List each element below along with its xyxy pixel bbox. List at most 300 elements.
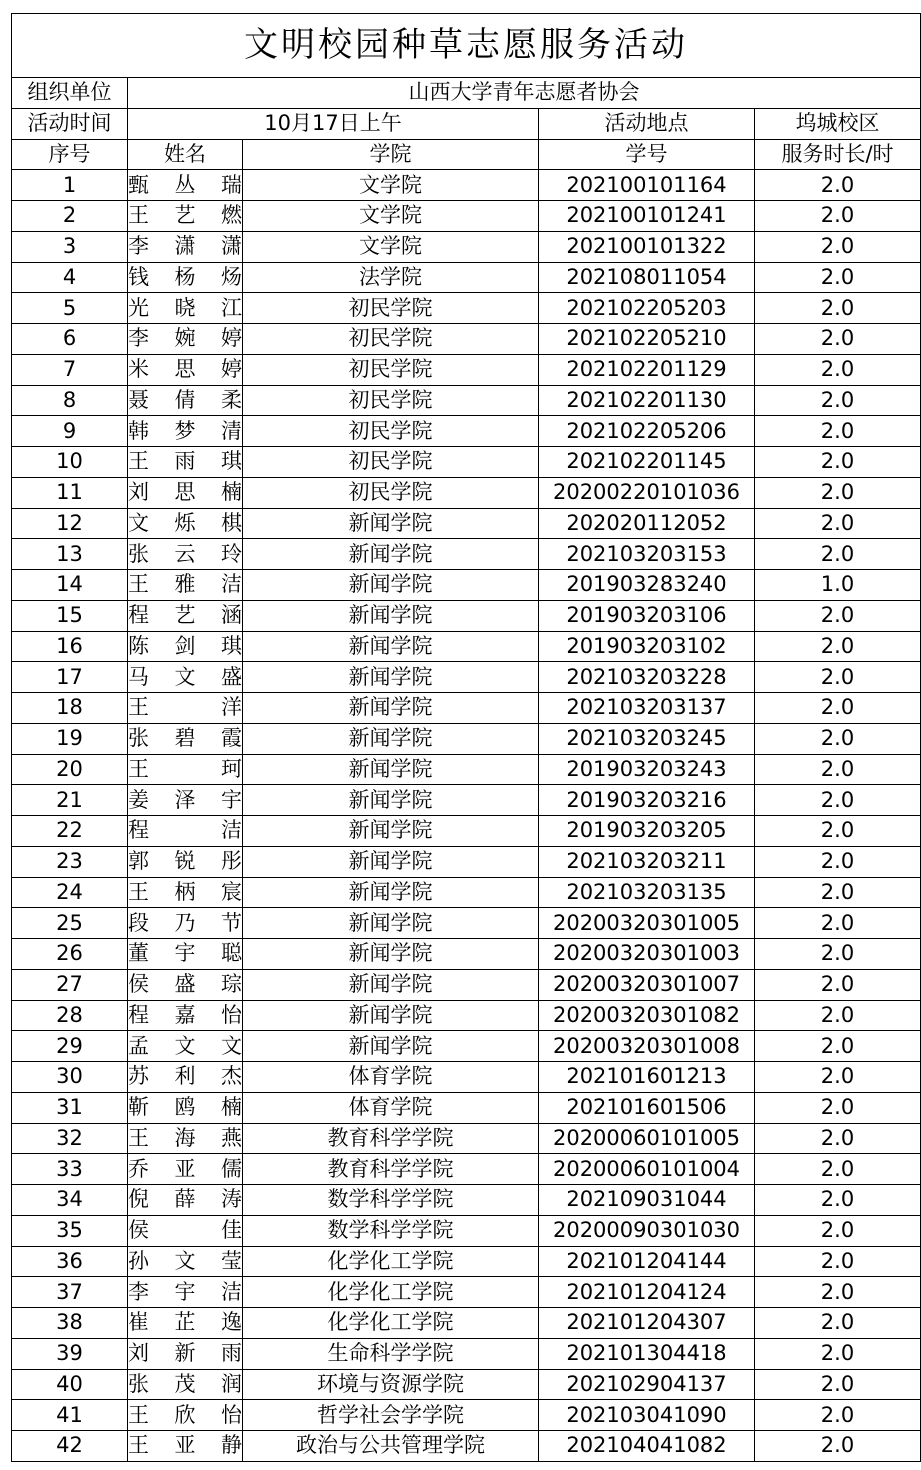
table-row (12, 1246, 921, 1277)
volunteer-name-text: 苏利杰 (128, 1064, 242, 1089)
student-id: 202102201129 (539, 354, 755, 385)
table-row (12, 969, 921, 1000)
student-id: 20200090301030 (539, 1215, 755, 1246)
row-number: 15 (12, 600, 128, 631)
student-id: 20200320301003 (539, 939, 755, 970)
row-number: 3 (12, 231, 128, 262)
service-hours: 2.0 (755, 170, 921, 201)
volunteer-name-text: 聂倩柔 (128, 387, 242, 412)
student-id: 202108011054 (539, 262, 755, 293)
volunteer-name-text: 文烁棋 (128, 510, 242, 535)
table-row (12, 324, 921, 355)
row-number: 18 (12, 693, 128, 724)
volunteer-name (128, 324, 243, 355)
volunteer-name-text: 董宇聪 (128, 941, 242, 966)
student-id: 20200320301007 (539, 969, 755, 1000)
volunteer-name (128, 816, 243, 847)
table-row (12, 1000, 921, 1031)
volunteer-name (128, 1062, 243, 1093)
volunteer-name-text: 光晓江 (128, 295, 242, 320)
row-number: 14 (12, 570, 128, 601)
row-number: 34 (12, 1185, 128, 1216)
college-name: 新闻学院 (243, 816, 539, 847)
table-row (12, 1185, 921, 1216)
service-hours: 2.0 (755, 324, 921, 355)
table-row (12, 631, 921, 662)
organizer-label: 组织单位 (12, 78, 128, 109)
service-hours: 2.0 (755, 539, 921, 570)
row-number: 21 (12, 785, 128, 816)
table-row (12, 170, 921, 201)
table-row (12, 508, 921, 539)
row-number: 23 (12, 846, 128, 877)
volunteer-name (128, 231, 243, 262)
row-number: 12 (12, 508, 128, 539)
service-hours: 2.0 (755, 1215, 921, 1246)
volunteer-name (128, 416, 243, 447)
student-id: 202102205206 (539, 416, 755, 447)
college-name: 体育学院 (243, 1092, 539, 1123)
volunteer-name (128, 1154, 243, 1185)
table-row (12, 1154, 921, 1185)
service-hours: 2.0 (755, 693, 921, 724)
volunteer-name (128, 570, 243, 601)
college-name: 化学化工学院 (243, 1277, 539, 1308)
student-id: 201903203205 (539, 816, 755, 847)
college-name: 初民学院 (243, 385, 539, 416)
volunteer-name (128, 1369, 243, 1400)
service-hours: 2.0 (755, 1092, 921, 1123)
page-title: 文明校园种草志愿服务活动 (12, 14, 921, 78)
volunteer-name (128, 1185, 243, 1216)
college-name: 哲学社会学学院 (243, 1400, 539, 1431)
service-hours: 2.0 (755, 816, 921, 847)
organizer-value: 山西大学青年志愿者协会 (128, 78, 921, 109)
header-college: 学院 (243, 139, 539, 170)
volunteer-name-text: 李婉婷 (128, 326, 242, 351)
volunteer-name-text: 马文盛 (128, 664, 242, 689)
college-name: 文学院 (243, 201, 539, 232)
row-number: 25 (12, 908, 128, 939)
service-hours: 2.0 (755, 1031, 921, 1062)
volunteer-name (128, 1031, 243, 1062)
row-number: 19 (12, 723, 128, 754)
row-number: 42 (12, 1431, 128, 1462)
student-id: 202101601506 (539, 1092, 755, 1123)
volunteer-name-text: 米思婷 (128, 357, 242, 382)
volunteer-roster-table (11, 13, 921, 1462)
table-row (12, 1062, 921, 1093)
student-id: 202103203228 (539, 662, 755, 693)
volunteer-name (128, 877, 243, 908)
college-name: 新闻学院 (243, 600, 539, 631)
table-row (12, 416, 921, 447)
college-name: 化学化工学院 (243, 1308, 539, 1339)
table-row (12, 723, 921, 754)
volunteer-name (128, 600, 243, 631)
college-name: 法学院 (243, 262, 539, 293)
table-row (12, 1400, 921, 1431)
college-name: 化学化工学院 (243, 1246, 539, 1277)
service-hours: 2.0 (755, 508, 921, 539)
student-id: 202103203153 (539, 539, 755, 570)
volunteer-name (128, 1308, 243, 1339)
volunteer-name-text: 崔芷逸 (128, 1310, 242, 1335)
service-hours: 2.0 (755, 1277, 921, 1308)
volunteer-name (128, 1246, 243, 1277)
volunteer-name-text: 郭锐彤 (128, 849, 242, 874)
table-row (12, 1308, 921, 1339)
volunteer-name (128, 1000, 243, 1031)
service-hours: 2.0 (755, 754, 921, 785)
student-id: 202101204124 (539, 1277, 755, 1308)
service-hours: 2.0 (755, 1000, 921, 1031)
volunteer-name (128, 723, 243, 754)
service-hours: 1.0 (755, 570, 921, 601)
volunteer-name-text: 王雨琪 (128, 449, 242, 474)
college-name: 新闻学院 (243, 631, 539, 662)
volunteer-name (128, 1338, 243, 1369)
table-row (12, 570, 921, 601)
college-name: 新闻学院 (243, 877, 539, 908)
service-hours: 2.0 (755, 201, 921, 232)
service-hours: 2.0 (755, 785, 921, 816)
service-hours: 2.0 (755, 1123, 921, 1154)
student-id: 202100101241 (539, 201, 755, 232)
table-row (12, 1431, 921, 1462)
row-number: 30 (12, 1062, 128, 1093)
college-name: 新闻学院 (243, 1031, 539, 1062)
service-hours: 2.0 (755, 1246, 921, 1277)
location-value: 坞城校区 (755, 108, 921, 139)
college-name: 初民学院 (243, 447, 539, 478)
college-name: 新闻学院 (243, 508, 539, 539)
volunteer-name-text: 王雅洁 (128, 572, 242, 597)
service-hours: 2.0 (755, 293, 921, 324)
service-hours: 2.0 (755, 1185, 921, 1216)
volunteer-name-text: 程嘉怡 (128, 1002, 242, 1027)
volunteer-name-text: 王洋 (128, 695, 242, 720)
table-row (12, 262, 921, 293)
volunteer-name (128, 785, 243, 816)
volunteer-name (128, 908, 243, 939)
student-id: 202020112052 (539, 508, 755, 539)
service-hours: 2.0 (755, 662, 921, 693)
volunteer-name (128, 1123, 243, 1154)
table-row (12, 939, 921, 970)
row-number: 39 (12, 1338, 128, 1369)
volunteer-name (128, 754, 243, 785)
row-number: 29 (12, 1031, 128, 1062)
volunteer-name (128, 631, 243, 662)
volunteer-name-text: 李宇洁 (128, 1279, 242, 1304)
volunteer-name (128, 385, 243, 416)
student-id: 201903203106 (539, 600, 755, 631)
college-name: 教育科学学院 (243, 1123, 539, 1154)
college-name: 初民学院 (243, 293, 539, 324)
volunteer-name-text: 张碧霞 (128, 726, 242, 751)
service-hours: 2.0 (755, 1400, 921, 1431)
college-name: 新闻学院 (243, 908, 539, 939)
student-id: 202100101322 (539, 231, 755, 262)
table-row (12, 1123, 921, 1154)
table-row (12, 293, 921, 324)
volunteer-name (128, 693, 243, 724)
time-value: 10月17日上午 (128, 108, 539, 139)
student-id: 202103041090 (539, 1400, 755, 1431)
service-hours: 2.0 (755, 416, 921, 447)
service-hours: 2.0 (755, 385, 921, 416)
row-number: 36 (12, 1246, 128, 1277)
volunteer-name (128, 539, 243, 570)
volunteer-name-text: 王柄宸 (128, 879, 242, 904)
time-location-row (12, 108, 921, 139)
volunteer-name-text: 孟文文 (128, 1033, 242, 1058)
student-id: 20200220101036 (539, 477, 755, 508)
student-id: 202103203135 (539, 877, 755, 908)
volunteer-name-text: 倪薛涛 (128, 1187, 242, 1212)
volunteer-name (128, 1092, 243, 1123)
student-id: 202103203245 (539, 723, 755, 754)
volunteer-name-text: 乔亚儒 (128, 1156, 242, 1181)
service-hours: 2.0 (755, 600, 921, 631)
volunteer-name (128, 846, 243, 877)
volunteer-name-text: 钱杨炀 (128, 264, 242, 289)
row-number: 5 (12, 293, 128, 324)
college-name: 文学院 (243, 231, 539, 262)
volunteer-name-text: 孙文莹 (128, 1248, 242, 1273)
service-hours: 2.0 (755, 939, 921, 970)
student-id: 201903203243 (539, 754, 755, 785)
row-number: 11 (12, 477, 128, 508)
row-number: 27 (12, 969, 128, 1000)
volunteer-name (128, 508, 243, 539)
volunteer-name-text: 韩梦清 (128, 418, 242, 443)
organizer-row (12, 78, 921, 109)
student-id: 202101304418 (539, 1338, 755, 1369)
row-number: 31 (12, 1092, 128, 1123)
service-hours: 2.0 (755, 908, 921, 939)
student-id: 202102904137 (539, 1369, 755, 1400)
college-name: 文学院 (243, 170, 539, 201)
table-row (12, 693, 921, 724)
volunteer-name (128, 1431, 243, 1462)
volunteer-name (128, 262, 243, 293)
student-id: 202101204307 (539, 1308, 755, 1339)
college-name: 初民学院 (243, 354, 539, 385)
student-id: 202102205210 (539, 324, 755, 355)
table-row (12, 1092, 921, 1123)
row-number: 17 (12, 662, 128, 693)
table-row (12, 754, 921, 785)
college-name: 初民学院 (243, 416, 539, 447)
volunteer-name-text: 段乃节 (128, 910, 242, 935)
student-id: 202102201130 (539, 385, 755, 416)
student-id: 202103203137 (539, 693, 755, 724)
service-hours: 2.0 (755, 1431, 921, 1462)
college-name: 初民学院 (243, 477, 539, 508)
student-id: 202103203211 (539, 846, 755, 877)
row-number: 10 (12, 447, 128, 478)
service-hours: 2.0 (755, 1338, 921, 1369)
volunteer-name-text: 王海燕 (128, 1125, 242, 1150)
service-hours: 2.0 (755, 631, 921, 662)
student-id: 201903203102 (539, 631, 755, 662)
table-row (12, 1031, 921, 1062)
college-name: 新闻学院 (243, 723, 539, 754)
row-number: 20 (12, 754, 128, 785)
volunteer-name-text: 刘新雨 (128, 1341, 242, 1366)
volunteer-name (128, 1215, 243, 1246)
table-row (12, 908, 921, 939)
header-name: 姓名 (128, 139, 243, 170)
college-name: 新闻学院 (243, 1000, 539, 1031)
college-name: 环境与资源学院 (243, 1369, 539, 1400)
table-row (12, 877, 921, 908)
row-number: 33 (12, 1154, 128, 1185)
row-number: 26 (12, 939, 128, 970)
volunteer-name-text: 王艺燃 (128, 203, 242, 228)
volunteer-name (128, 1277, 243, 1308)
row-number: 28 (12, 1000, 128, 1031)
table-row (12, 846, 921, 877)
table-row (12, 662, 921, 693)
table-row (12, 1369, 921, 1400)
table-row (12, 816, 921, 847)
college-name: 体育学院 (243, 1062, 539, 1093)
volunteer-name-text: 李潇潇 (128, 234, 242, 259)
table-row (12, 785, 921, 816)
table-row (12, 231, 921, 262)
row-number: 4 (12, 262, 128, 293)
volunteer-name-text: 王欣怡 (128, 1402, 242, 1427)
volunteer-name-text: 侯盛琮 (128, 972, 242, 997)
volunteer-name-text: 陈剑琪 (128, 633, 242, 658)
student-id: 202102201145 (539, 447, 755, 478)
college-name: 数学科学学院 (243, 1215, 539, 1246)
volunteer-name-text: 侯佳 (128, 1218, 242, 1243)
college-name: 新闻学院 (243, 693, 539, 724)
student-id: 202100101164 (539, 170, 755, 201)
volunteer-name (128, 293, 243, 324)
student-id: 20200320301005 (539, 908, 755, 939)
service-hours: 2.0 (755, 262, 921, 293)
service-hours: 2.0 (755, 1154, 921, 1185)
service-hours: 2.0 (755, 354, 921, 385)
row-number: 35 (12, 1215, 128, 1246)
volunteer-name-text: 程艺涵 (128, 603, 242, 628)
volunteer-name (128, 969, 243, 1000)
volunteer-name-text: 王亚静 (128, 1433, 242, 1458)
row-number: 8 (12, 385, 128, 416)
table-row (12, 385, 921, 416)
row-number: 13 (12, 539, 128, 570)
row-number: 37 (12, 1277, 128, 1308)
college-name: 生命科学学院 (243, 1338, 539, 1369)
volunteer-name (128, 939, 243, 970)
college-name: 新闻学院 (243, 662, 539, 693)
college-name: 新闻学院 (243, 570, 539, 601)
volunteer-name-text: 张云玲 (128, 541, 242, 566)
college-name: 数学科学学院 (243, 1185, 539, 1216)
table-row (12, 539, 921, 570)
student-id: 20200320301008 (539, 1031, 755, 1062)
college-name: 初民学院 (243, 324, 539, 355)
row-number: 16 (12, 631, 128, 662)
row-number: 22 (12, 816, 128, 847)
row-number: 40 (12, 1369, 128, 1400)
row-number: 6 (12, 324, 128, 355)
service-hours: 2.0 (755, 231, 921, 262)
header-student-id: 学号 (539, 139, 755, 170)
table-row (12, 477, 921, 508)
volunteer-name-text: 姜泽宇 (128, 787, 242, 812)
row-number: 38 (12, 1308, 128, 1339)
header-row (12, 139, 921, 170)
volunteer-name (128, 662, 243, 693)
college-name: 教育科学学院 (243, 1154, 539, 1185)
row-number: 9 (12, 416, 128, 447)
service-hours: 2.0 (755, 846, 921, 877)
service-hours: 2.0 (755, 477, 921, 508)
volunteer-name-text: 刘思楠 (128, 480, 242, 505)
student-id: 202101204144 (539, 1246, 755, 1277)
college-name: 新闻学院 (243, 754, 539, 785)
title-row (12, 14, 921, 78)
student-id: 202104041082 (539, 1431, 755, 1462)
volunteer-name (128, 1400, 243, 1431)
volunteer-name-text: 张茂润 (128, 1371, 242, 1396)
table-row (12, 447, 921, 478)
student-id: 201903283240 (539, 570, 755, 601)
table-row (12, 201, 921, 232)
volunteer-name (128, 201, 243, 232)
row-number: 32 (12, 1123, 128, 1154)
student-id: 202101601213 (539, 1062, 755, 1093)
student-id: 202102205203 (539, 293, 755, 324)
header-no: 序号 (12, 139, 128, 170)
volunteer-name-text: 程洁 (128, 818, 242, 843)
student-id: 201903203216 (539, 785, 755, 816)
table-row (12, 1215, 921, 1246)
header-hours: 服务时长/时 (755, 139, 921, 170)
service-hours: 2.0 (755, 1369, 921, 1400)
college-name: 新闻学院 (243, 846, 539, 877)
table-row (12, 354, 921, 385)
row-number: 1 (12, 170, 128, 201)
service-hours: 2.0 (755, 1062, 921, 1093)
table-row (12, 1338, 921, 1369)
time-label: 活动时间 (12, 108, 128, 139)
college-name: 新闻学院 (243, 785, 539, 816)
student-id: 20200060101005 (539, 1123, 755, 1154)
service-hours: 2.0 (755, 877, 921, 908)
service-hours: 2.0 (755, 1308, 921, 1339)
volunteer-name (128, 477, 243, 508)
volunteer-name (128, 354, 243, 385)
row-number: 2 (12, 201, 128, 232)
row-number: 7 (12, 354, 128, 385)
college-name: 新闻学院 (243, 539, 539, 570)
college-name: 新闻学院 (243, 939, 539, 970)
volunteer-name-text: 靳鸥楠 (128, 1095, 242, 1120)
service-hours: 2.0 (755, 447, 921, 478)
row-number: 41 (12, 1400, 128, 1431)
service-hours: 2.0 (755, 723, 921, 754)
table-row (12, 1277, 921, 1308)
volunteer-name (128, 170, 243, 201)
college-name: 政治与公共管理学院 (243, 1431, 539, 1462)
